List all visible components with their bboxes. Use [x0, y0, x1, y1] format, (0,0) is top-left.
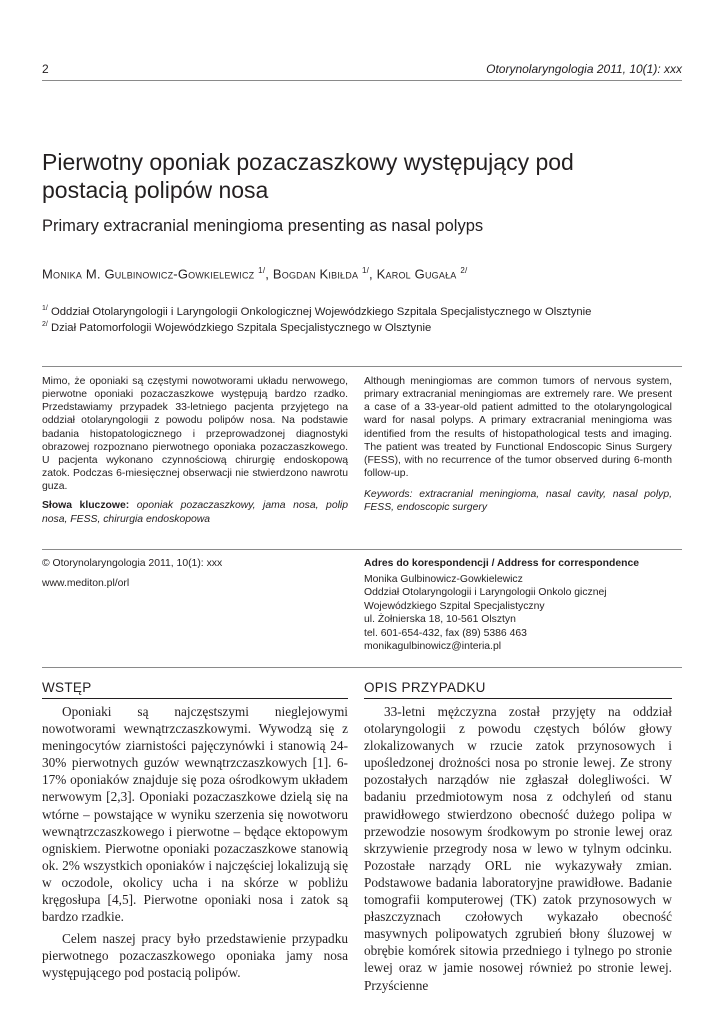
- keywords-label: Słowa kluczowe:: [42, 500, 130, 512]
- abstract-english: [364, 375, 672, 515]
- page-number: 2: [42, 62, 49, 76]
- author-name: Bogdan Kibiłda: [272, 266, 359, 282]
- case-heading: OPIS PRZYPADKU: [364, 680, 486, 695]
- abstract-polish-text: Mimo, że oponiaki są częstymi nowotworami układu nerwowego, pierwotne oponiaki pozaczaszkowe występują bardzo rzadko. Przedstawiamy przypadek 33-letniego pacjenta przyjętego na oddział otolaryngologii z powodu polipów nosa. Na podstawie badania histopatologicznego i przeprowadzonej diagnostyki obrazowej rozpoznano pierwotnego oponiaka pozaczaszkowego. U pacjenta wykonano czynnościową chirurgię endoskopową zatok. Podczas 6-miesięcznej obserwacji nie stwierdzono nawrotu guza.: [42, 376, 348, 493]
- abstract-polish: [42, 375, 348, 526]
- front-matter-bottom-rule: [42, 667, 682, 668]
- abstract-top-rule: [42, 366, 682, 367]
- case-body: [364, 703, 672, 994]
- author-affiliation-mark: 2/: [460, 266, 468, 275]
- author-name: Monika M. Gulbinowicz-Gowkielewicz: [42, 266, 255, 282]
- affiliation-text: Oddział Otolaryngologii i Laryngologii Onkologicznej Wojewódzkiego Szpitala Specjalistycznego w Olsztynie: [50, 305, 592, 318]
- title-line-1: Pierwotny oponiak pozaczaszkowy występujący pod: [42, 149, 574, 175]
- abstract-english-text: Although meningiomas are common tumors of nervous system, primary extracranial meningiomas are extremely rare. We present a case of a 33-year-old patient admitted to the otolaryngological ward for nasal polyps. A primary extracranial meningioma was identified from the results of histopathological tests and imaging. The patient was treated by Functional Endoscopic Sinus Surgery (FESS), with no recurrence of the tumor observed during 6-month follow-up.: [364, 376, 672, 480]
- affiliation-text: Dział Patomorfologii Wojewódzkiego Szpitala Specjalistycznego w Olsztynie: [50, 321, 432, 334]
- copyright-line: © Otorynolaryngologia 2011, 10(1): xxx: [42, 558, 223, 569]
- intro-heading-rule: [42, 698, 348, 699]
- keywords-text: extracranial meningioma, nasal cavity, nasal polyp, FESS, endoscopic surgery: [364, 489, 672, 514]
- intro-paragraph-1: Oponiaki są najczęstszymi nieglejowymi nowotworami wewnątrzczaszkowymi. Wywodzą się z meningocytów ziarnistości pajęczynówki i stanowią 24-30% pierwotnych guzów wewnątrzczaszkowych [1]. 6-17% oponiaków znajduje się poza ośrodkowym układem nerwowym [2,3]. Oponiaki pozaczaszkowe dzielą się na wtórne – powstające w wyniku szerzenia się nowotworu wewnątrzczaszkowego i pierwotne – będące ektopowym ogniskiem. Pierwotne oponiaki pozaczaszkowe stanowią ok. 2% wszystkich oponiaków i najczęściej lokalizują się w oczodole, okolicy ucha i na skórze w pobliżu kręgosłupa [4,5]. Pierwotne oponiaki nosa i zatok są bardzo rzadkie.: [42, 704, 348, 925]
- correspondence-email[interactable]: monikagulbinowicz@interia.pl: [364, 641, 502, 652]
- article-title: [42, 148, 692, 204]
- journal-url[interactable]: www.mediton.pl/orl: [42, 577, 130, 589]
- case-paragraph-1: 33-letni mężczyzna został przyjęty na oddział otolaryngologii z powodu częstych bólów głowy zlokalizowanych w rzucie zatok przynosowych i upośledzonej drożności nosa po stronie lewej. Ze strony pozostałych narządów nie zgłaszał dolegliwości. W badaniu przedmiotowym nosa z odchyleń od stanu prawidłowego stwierdzono obecność dużego polipa w przewodzie nosowym środkowym po stronie lewej oraz skrzywienie przegrody nosa w lewo w tylnym odcinku. Pozostałe narządy ORL nie wykazywały zmian. Podstawowe badania laboratoryjne prawidłowe. Badanie tomografii komputerowej (TK) zatok przynosowych w płaszczyznach czołowych wykazało obecność masywnych polipowatych zgrubień błony śluzowej w obrębie komórek sitowia przedniego i tylnego po stronie lewej oraz w jamie nosowej również po stronie lewej. Przyścienne: [364, 704, 672, 993]
- correspondence-heading: Adres do korespondencji / Address for correspondence: [364, 558, 640, 569]
- correspondence-department: Oddział Otolaryngologii i Laryngologii Onkolo gicznej Wojewódzkiego Szpital Specjalistyczny: [364, 587, 607, 612]
- affiliation-mark: 1/: [42, 305, 48, 312]
- abstract-bottom-rule: [42, 549, 682, 550]
- keywords-english: [364, 488, 672, 514]
- title-line-2: postacią polipów nosa: [42, 177, 269, 203]
- copyright-block: [42, 557, 342, 590]
- correspondence-street: ul. Żołnierska 18, 10-561 Olsztyn: [364, 614, 516, 625]
- affiliation-2: [42, 317, 431, 336]
- header-rule: [42, 80, 682, 81]
- intro-body: [42, 703, 348, 982]
- keywords-label: Keywords:: [364, 489, 413, 501]
- author-affiliation-mark: 1/: [258, 266, 266, 275]
- keywords-text: oponiak pozaczaszkowy, jama nosa, polip nosa, FESS, chirurgia endoskopowa: [42, 500, 348, 525]
- correspondence-block: [364, 557, 674, 654]
- correspondence-phone: tel. 601-654-432, fax (89) 5386 463: [364, 627, 527, 639]
- author-list: Monika M. Gulbinowicz-Gowkielewicz $^{1/}$, Bogdan Kibiłda $^{1/}$, Karol Gugała $^{2/}$: [42, 266, 468, 282]
- affiliation-mark: 2/: [42, 321, 48, 328]
- journal-reference: Otorynolaryngologia 2011, 10(1): xxx: [486, 62, 682, 76]
- author-affiliation-mark: 1/: [361, 266, 370, 275]
- author-name: Karol Gugała: [376, 266, 457, 282]
- keywords-polish: [42, 499, 348, 525]
- correspondence-name: Monika Gulbinowicz-Gowkielewicz: [364, 573, 523, 585]
- case-heading-rule: [364, 698, 672, 699]
- intro-paragraph-2: Celem naszej pracy było przedstawienie przypadku pierwotnego pozaczaszkowego oponiaka jamy nosa występującego pod postacią polipów.: [42, 931, 348, 981]
- article-subtitle: Primary extracranial meningioma presenting as nasal polyps: [42, 217, 484, 235]
- intro-heading: WSTĘP: [42, 680, 92, 695]
